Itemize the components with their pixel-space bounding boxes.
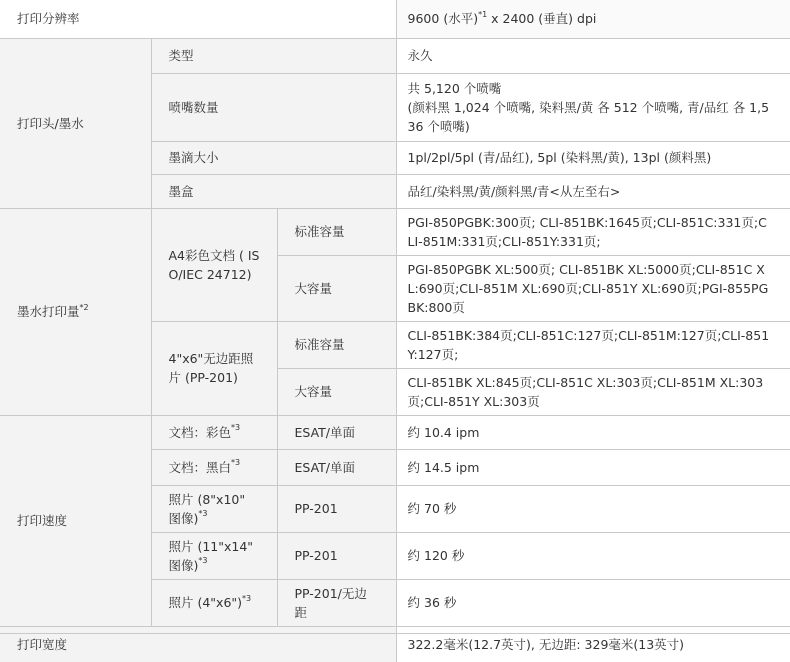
yield-a4-xl-value: PGI-850PGBK XL:500页; CLI-851BK XL:5000页;CLI-851C XL:690页;CLI-851M XL:690页;CLI-851Y XL:690页;PGI-855PGBK:800页: [396, 255, 790, 321]
resolution-value-b: x 2400 (垂直) dpi: [487, 11, 597, 27]
nozzles-breakdown: (颜料黑 1,024 个喷嘴, 染料黑/黄 各 512 个喷嘴, 青/品红 各 1,536 个喷嘴): [407, 99, 770, 134]
printhead-type-label: 类型: [151, 38, 396, 73]
nozzles-total: 共 5,120 个喷嘴: [407, 80, 502, 96]
speed-photo-11x14-value: 约 120 秒: [396, 532, 790, 579]
speed-photo-4x6-mode: PP-201/无边距: [277, 579, 396, 626]
row-yield-a4-std: [0, 208, 790, 255]
speed-doc-bw-text: 文档：黑白: [168, 459, 232, 475]
yield-a4-std-label: 标准容量: [277, 208, 396, 255]
droplet-value: 1pl/2pl/5pl (青/品红), 5pl (染料黑/黄), 13pl (颜料黑): [396, 141, 790, 174]
print-width-label: 打印宽度: [0, 626, 396, 662]
yield-a4-xl-label: 大容量: [277, 255, 396, 321]
cartridge-value: 品红/染料黑/黄/颜料黑/青<从左至右>: [396, 174, 790, 208]
printhead-type-value: 永久: [396, 38, 790, 73]
row-resolution: [0, 0, 790, 38]
yield-photo-xl-value: CLI-851BK XL:845页;CLI-851C XL:303页;CLI-851M XL:303页;CLI-851Y XL:303页: [396, 368, 790, 415]
yield-photo-label: 4"x6"无边距照片 (PP-201): [151, 321, 277, 415]
speed-doc-bw-mode: ESAT/单面: [277, 449, 396, 485]
speed-photo-11x14-label: [151, 532, 277, 579]
row-speed-doc-color: [0, 415, 790, 449]
speed-doc-bw-value: 约 14.5 ipm: [396, 449, 790, 485]
speed-photo-4x6-text: 照片 (4"x6"): [168, 595, 243, 610]
yield-a4-std-value: PGI-850PGBK:300页; CLI-851BK:1645页;CLI-851C:331页;CLI-851M:331页;CLI-851Y:331页;: [396, 208, 790, 255]
nozzles-value: [396, 73, 790, 141]
nozzles-label: 喷嘴数量: [151, 73, 396, 141]
resolution-value-a: 9600 (水平): [407, 11, 479, 27]
yield-photo-std-value: CLI-851BK:384页;CLI-851C:127页;CLI-851M:127页;CLI-851Y:127页;: [396, 321, 790, 368]
footnote-ref: *3: [231, 458, 241, 468]
speed-doc-color-text: 文档：彩色: [168, 424, 232, 440]
speed-doc-color-value: 约 10.4 ipm: [396, 415, 790, 449]
speed-doc-color-label: [151, 415, 277, 449]
speed-photo-8x10-label: [151, 485, 277, 532]
speed-photo-8x10-mode: PP-201: [277, 485, 396, 532]
yield-label-text: 墨水打印量: [17, 304, 80, 319]
speed-photo-11x14-text: 照片 (11"x14" 图像): [168, 538, 254, 573]
footnote-ref: *3: [231, 423, 241, 433]
yield-photo-xl-label: 大容量: [277, 368, 396, 415]
speed-photo-4x6-value: 约 36 秒: [396, 579, 790, 626]
speed-doc-color-mode: ESAT/单面: [277, 415, 396, 449]
footnote-ref: *2: [79, 302, 89, 312]
yield-a4-label: A4彩色文档 ( ISO/IEC 24712): [151, 208, 277, 321]
speed-photo-8x10-text: 照片 (8"x10" 图像): [168, 491, 246, 526]
speed-photo-11x14-mode: PP-201: [277, 532, 396, 579]
footnote-ref: *3: [242, 593, 252, 603]
footnote-ref: *3: [198, 556, 208, 566]
row-print-width: [0, 626, 790, 662]
yield-photo-std-label: 标准容量: [277, 321, 396, 368]
droplet-label: 墨滴大小: [151, 141, 396, 174]
row-printhead-type: [0, 38, 790, 73]
speed-photo-4x6-label: [151, 579, 277, 626]
speed-label: 打印速度: [0, 415, 151, 626]
cartridge-label: 墨盒: [151, 174, 396, 208]
resolution-label: 打印分辨率: [0, 0, 396, 38]
footnote-ref: *3: [198, 509, 208, 519]
table-bottom-border: [0, 633, 790, 634]
printhead-label: 打印头/墨水: [0, 38, 151, 208]
speed-photo-8x10-value: 约 70 秒: [396, 485, 790, 532]
resolution-value: [396, 0, 790, 38]
footnote-ref: *1: [478, 10, 488, 20]
print-width-value: 322.2毫米(12.7英寸), 无边距: 329毫米(13英寸): [396, 626, 790, 662]
speed-doc-bw-label: [151, 449, 277, 485]
yield-label: [0, 208, 151, 415]
